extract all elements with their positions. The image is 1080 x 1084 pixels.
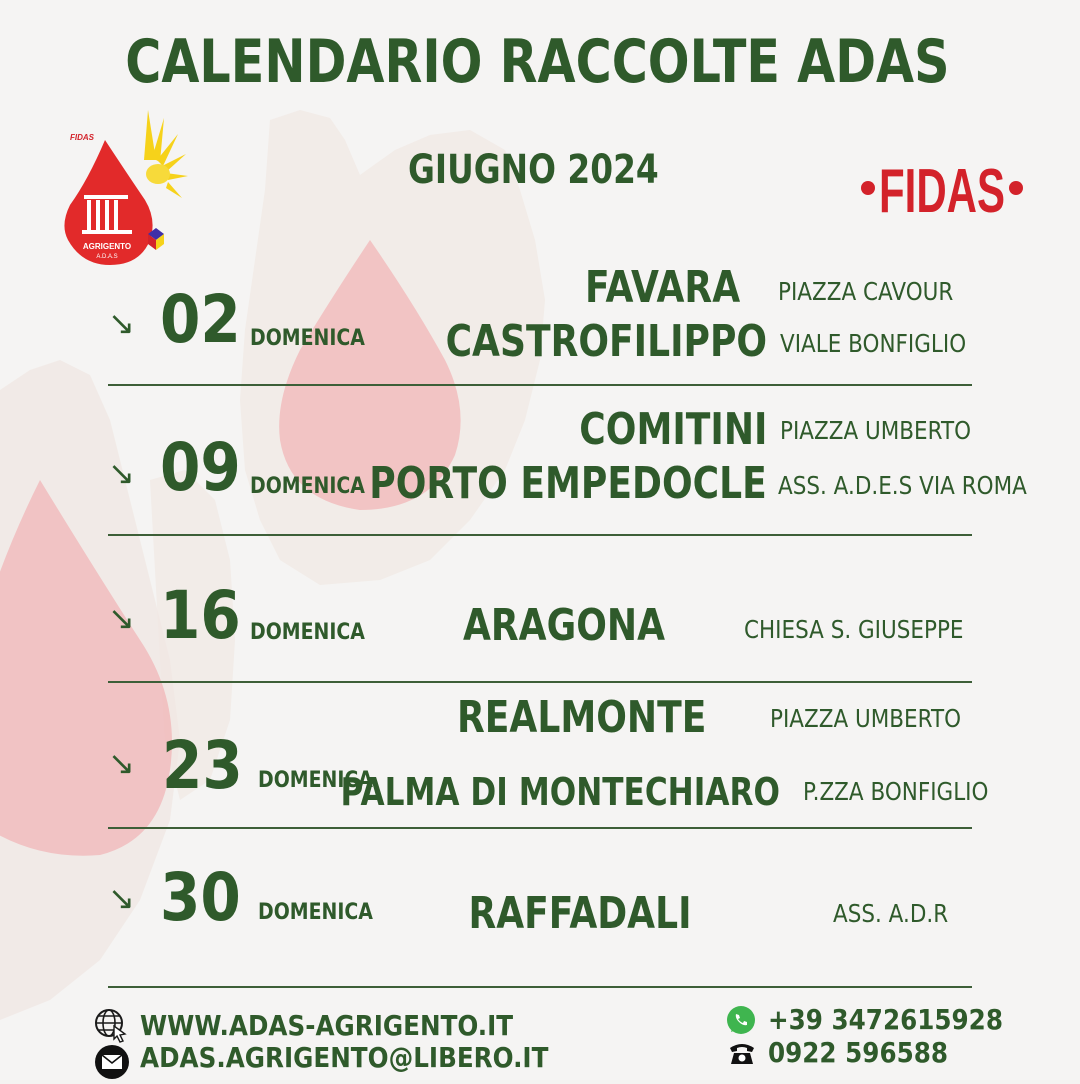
event-place: P.ZZA BONFIGLIO (803, 777, 989, 806)
website-link[interactable]: WWW.ADAS-AGRIGENTO.IT (140, 1009, 514, 1042)
event-place: PIAZZA UMBERTO (770, 704, 962, 733)
event-town: PALMA DI MONTECHIARO (340, 770, 780, 814)
event-town: FAVARA (584, 262, 740, 313)
event-weekday: DOMENICA (258, 900, 373, 925)
event-town: CASTROFILIPPO (445, 316, 767, 367)
fidas-logo-text: FIDAS (879, 157, 1005, 226)
email-link[interactable]: ADAS.AGRIGENTO@LIBERO.IT (140, 1041, 549, 1074)
logo-line2: A.D.A.S (96, 254, 118, 260)
event-weekday: DOMENICA (250, 474, 365, 499)
event-place: PIAZZA CAVOUR (778, 277, 954, 306)
event-weekday: DOMENICA (250, 620, 365, 645)
event-town: COMITINI (578, 404, 767, 455)
event-town: RAFFADALI (468, 888, 692, 939)
envelope-icon (94, 1044, 130, 1080)
divider (108, 827, 972, 829)
arrow-icon: ↘ (108, 454, 135, 492)
whatsapp-icon (725, 1004, 757, 1036)
event-town: REALMONTE (457, 692, 707, 743)
event-place: VIALE BONFIGLIO (780, 329, 967, 358)
event-place: PIAZZA UMBERTO (780, 416, 972, 445)
phone-number[interactable]: 0922 596588 (768, 1036, 949, 1069)
event-day: 09 (160, 429, 241, 506)
logo-fidas-small: FIDAS (70, 133, 94, 142)
event-place: ASS. A.D.E.S VIA ROMA (778, 471, 1027, 500)
event-place: ASS. A.D.R (833, 899, 949, 928)
divider (108, 681, 972, 683)
event-town: PORTO EMPEDOCLE (369, 458, 767, 509)
event-day: 30 (160, 859, 241, 936)
globe-cursor-icon (94, 1008, 128, 1042)
whatsapp-number[interactable]: +39 3472615928 (768, 1003, 1003, 1036)
event-town: ARAGONA (462, 600, 666, 651)
logo-line1: AGRIGENTO (82, 242, 132, 251)
event-weekday: DOMENICA (250, 326, 365, 351)
telephone-icon (728, 1040, 756, 1068)
event-day: 16 (160, 577, 241, 654)
arrow-icon: ↘ (108, 879, 135, 917)
page-title: CALENDARIO RACCOLTE ADAS (125, 27, 950, 97)
event-weekday: DOMENICA (258, 768, 373, 793)
arrow-icon: ↘ (108, 744, 135, 782)
divider (108, 986, 972, 988)
arrow-icon: ↘ (108, 304, 135, 342)
fidas-logo (860, 150, 1025, 230)
divider (108, 534, 972, 536)
arrow-icon: ↘ (108, 599, 135, 637)
month-label: GIUGNO 2024 (408, 147, 659, 193)
event-day: 02 (160, 281, 241, 358)
event-place: CHIESA S. GIUSEPPE (744, 615, 964, 644)
event-day: 23 (162, 727, 243, 804)
adas-agrigento-logo (60, 100, 190, 270)
divider (108, 384, 972, 386)
